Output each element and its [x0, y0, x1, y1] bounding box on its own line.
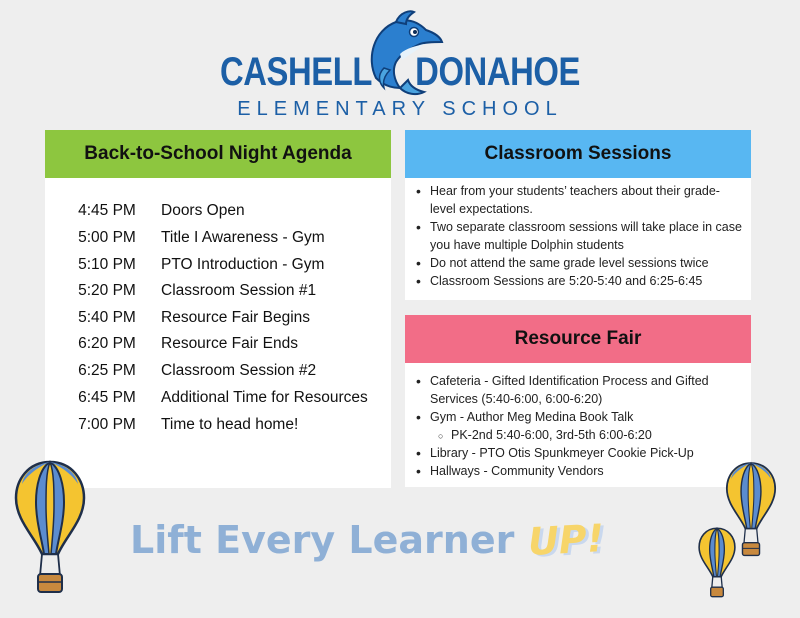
list-item: • Gym - Author Meg Medina Book Talk — [405, 408, 751, 426]
agenda-time: 5:00 PM — [78, 229, 136, 246]
agenda-item — [45, 256, 391, 282]
school-name-left: CASHELL — [220, 50, 373, 94]
list-item: • Hallways - Community Vendors — [405, 462, 751, 480]
agenda-event: Resource Fair Begins — [161, 309, 311, 326]
agenda-event: PTO Introduction - Gym — [161, 256, 325, 273]
agenda-item — [45, 282, 391, 308]
agenda-time: 5:20 PM — [78, 282, 136, 299]
agenda-time: 5:40 PM — [78, 309, 136, 326]
agenda-time: 6:25 PM — [78, 362, 136, 379]
tagline-up: UP! — [526, 516, 605, 564]
agenda-title: Back-to-School Night Agenda — [45, 130, 391, 178]
agenda-event: Additional Time for Resources — [161, 389, 368, 406]
agenda-event: Doors Open — [161, 202, 245, 219]
tagline-main: Lift Every Learner — [130, 518, 528, 562]
school-name-right: DONAHOE — [415, 50, 580, 94]
agenda-time: 6:45 PM — [78, 389, 136, 406]
agenda-event: Time to head home! — [161, 416, 299, 433]
list-item: • Two separate classroom sessions will take place in case you have multiple Dolphin students — [405, 218, 751, 254]
agenda-item — [45, 335, 391, 361]
agenda-event: Title I Awareness - Gym — [161, 229, 325, 246]
agenda-list — [45, 178, 391, 488]
tagline — [130, 518, 690, 588]
list-item: • Hear from your students’ teachers about their grade-level expectations. — [405, 182, 751, 218]
list-item: • Classroom Sessions are 5:20-5:40 and 6:25-6:45 — [405, 272, 751, 290]
agenda-item — [45, 389, 391, 415]
school-subtitle: ELEMENTARY SCHOOL — [237, 98, 563, 120]
list-sub-item: ○ PK-2nd 5:40-6:00, 3rd-5th 6:00-6:20 — [405, 426, 751, 444]
hot-air-balloon-icon — [697, 526, 737, 600]
agenda-event: Classroom Session #1 — [161, 282, 317, 299]
hot-air-balloon-icon — [12, 458, 88, 598]
resource-fair-list — [405, 363, 751, 487]
classroom-sessions-list — [405, 178, 751, 300]
list-item: • Do not attend the same grade level sessions twice — [405, 254, 751, 272]
classroom-sessions-title: Classroom Sessions — [405, 130, 751, 178]
agenda-item — [45, 229, 391, 255]
agenda-time: 6:20 PM — [78, 335, 136, 352]
agenda-event: Classroom Session #2 — [161, 362, 317, 379]
agenda-time: 5:10 PM — [78, 256, 136, 273]
agenda-item — [45, 362, 391, 388]
list-item: • Cafeteria - Gifted Identification Process and Gifted Services (5:40-6:00, 6:00-6:20) — [405, 372, 751, 408]
agenda-time: 7:00 PM — [78, 416, 136, 433]
list-item: • Library - PTO Otis Spunkmeyer Cookie Pick-Up — [405, 444, 751, 462]
agenda-item — [45, 202, 391, 228]
agenda-time: 4:45 PM — [78, 202, 136, 219]
agenda-item — [45, 309, 391, 335]
resource-fair-title: Resource Fair — [405, 315, 751, 363]
agenda-item — [45, 416, 391, 442]
school-logo — [220, 8, 580, 120]
agenda-event: Resource Fair Ends — [161, 335, 298, 352]
